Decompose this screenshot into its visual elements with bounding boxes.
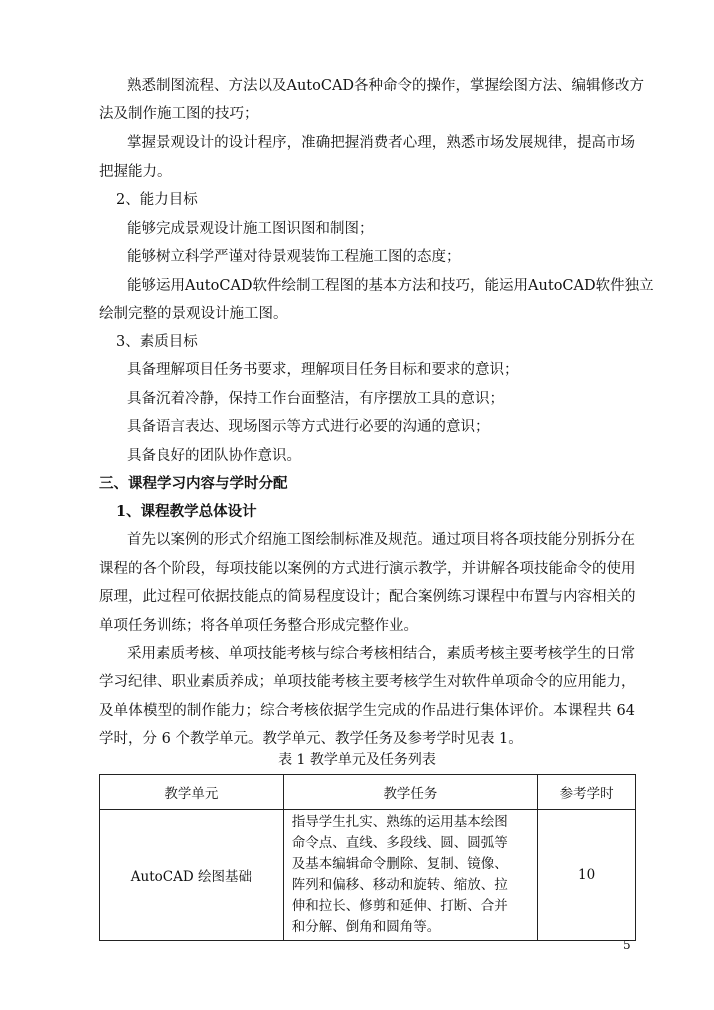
task-line: 命令点、直线、多段线、圆、圆弧等: [291, 835, 508, 851]
task-line: 及基本编辑命令删除、复制、镜像、: [291, 856, 508, 872]
subsection-heading: 1、课程教学总体设计: [116, 503, 257, 520]
paragraph-line: 把握能力。: [99, 164, 172, 180]
paragraph-line: 具备良好的团队协作意识。: [127, 448, 301, 464]
subheading-quality: 3、素质目标: [116, 334, 198, 350]
table-header-row: [100, 775, 636, 810]
paragraph-line: 能够树立科学严谨对待景观装饰工程施工图的态度；: [127, 249, 461, 265]
paragraph-line: 及单体模型的制作能力；综合考核依据学生完成的作品进行集体评价。本课程共 64: [99, 703, 635, 719]
paragraph-line: 法及制作施工图的技巧；: [99, 106, 259, 122]
paragraph-line: 绘制完整的景观设计施工图。: [99, 306, 288, 322]
header-hours: 参考学时: [538, 775, 636, 810]
paragraph-line: 原理，此过程可依据技能点的简易程度设计；配合案例练习课程中布置与内容相关的: [99, 589, 636, 605]
cell-unit: AutoCAD 绘图基础: [100, 810, 284, 941]
teaching-units-table: [99, 774, 636, 941]
cell-task: [283, 810, 537, 941]
paragraph-line: 具备理解项目任务书要求，理解项目任务目标和要求的意识；: [127, 362, 519, 378]
cell-hours: 10: [538, 810, 636, 941]
paragraph-line: 熟悉制图流程、方法以及AutoCAD各种命令的操作，掌握绘图方法、编辑修改方: [127, 78, 645, 94]
table-caption: 表 1 教学单元及任务列表: [278, 752, 436, 768]
header-task: 教学任务: [283, 775, 537, 810]
task-line: 伸和拉长、修剪和延伸、打断、合并: [291, 898, 508, 914]
paragraph-line: 具备沉着冷静，保持工作台面整洁，有序摆放工具的意识；: [127, 391, 504, 407]
paragraph-line: 能够完成景观设计施工图识图和制图；: [127, 221, 374, 237]
paragraph-line: 掌握景观设计的设计程序，准确把握消费者心理，熟悉市场发展规律，提高市场: [127, 135, 635, 151]
subheading-ability: 2、能力目标: [116, 192, 198, 208]
task-line: 和分解、倒角和圆角等。: [291, 919, 441, 935]
table-row: [100, 810, 636, 941]
page-number: 5: [623, 938, 631, 952]
header-unit: 教学单元: [100, 775, 284, 810]
paragraph-line: 能够运用AutoCAD软件绘制工程图的基本方法和技巧，能运用AutoCAD软件独立: [127, 278, 654, 294]
paragraph-line: 学时，分 6 个教学单元。教学单元、教学任务及参考学时见表 1。: [99, 731, 523, 747]
paragraph-line: 首先以案例的形式介绍施工图绘制标准及规范。通过项目将各项技能分别拆分在: [127, 532, 635, 548]
paragraph-line: 具备语言表达、现场图示等方式进行必要的沟通的意识；: [127, 419, 490, 435]
section-heading: 三、课程学习内容与学时分配: [99, 475, 288, 492]
paragraph-line: 采用素质考核、单项技能考核与综合考核相结合，素质考核主要考核学生的日常: [127, 646, 635, 662]
task-line: 阵列和偏移、移动和旋转、缩放、拉: [291, 877, 508, 893]
paragraph-line: 学习纪律、职业素质养成；单项技能考核主要考核学生对软件单项命令的应用能力，: [99, 674, 636, 690]
paragraph-line: 单项任务训练；将各单项任务整合形成完整作业。: [99, 618, 418, 634]
task-line: 指导学生扎实、熟练的运用基本绘图: [291, 814, 508, 830]
paragraph-line: 课程的各个阶段，每项技能以案例的方式进行演示教学，并讲解各项技能命令的使用: [99, 561, 636, 577]
